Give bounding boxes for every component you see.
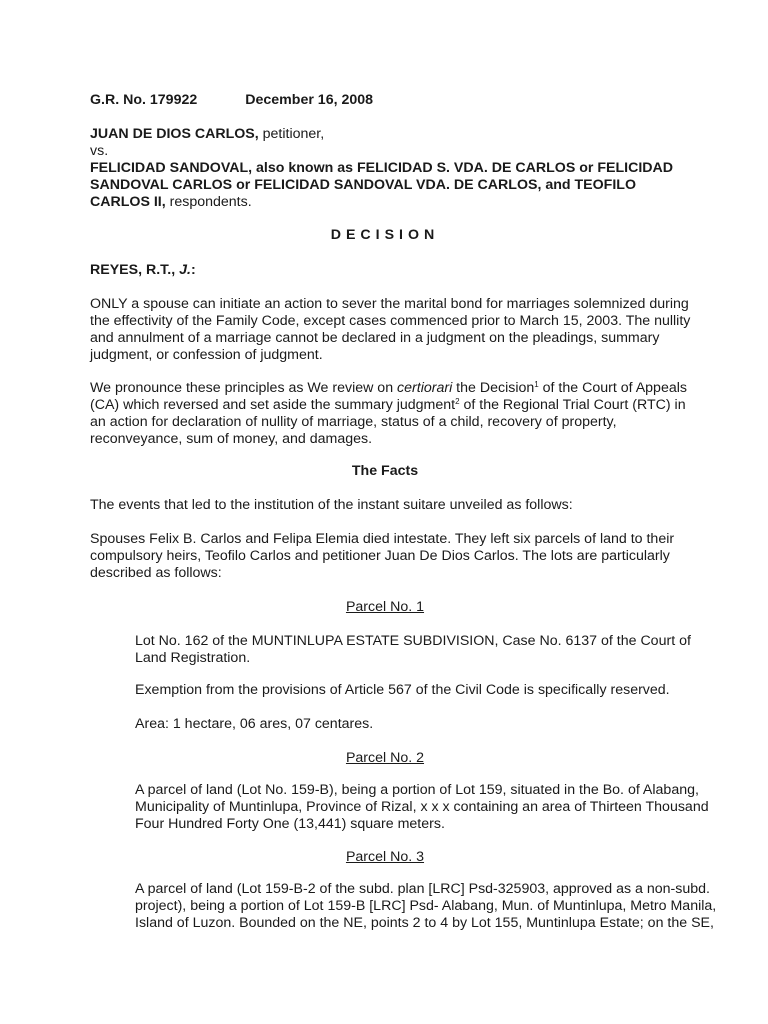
text-run: the Decision [452, 380, 535, 396]
petitioner-name: JUAN DE DIOS CARLOS, [90, 126, 259, 142]
decision-date: December 16, 2008 [245, 92, 374, 108]
paragraph-line: Lot No. 162 of the MUNTINLUPA ESTATE SUBDIVISION, Case No. 6137 of the Court of [135, 633, 691, 649]
paragraph-line: Land Registration. [135, 650, 251, 666]
footnote-ref-2[interactable]: 2 [455, 397, 460, 406]
parties [90, 126, 680, 211]
respondents-line-2: SANDOVAL CARLOS or FELICIDAD SANDOVAL VDA. DE CARLOS, and TEOFILO [90, 177, 636, 193]
ponente-colon: : [190, 262, 196, 278]
paragraph-3: The events that led to the institution of the instant suitare unveiled as follows: [90, 497, 573, 513]
ponente-name: REYES, R.T., [90, 262, 180, 278]
parcel-1-heading: Parcel No. 1 [345, 599, 425, 615]
paragraph-line: described as follows: [90, 565, 222, 581]
text-run: (CA) which reversed and set aside the summary judgment [90, 397, 456, 413]
paragraph-line: judgment, or confession of judgment. [90, 347, 323, 363]
paragraph-line: Municipality of Muntinlupa, Province of Rizal, x x x containing an area of Thirteen Thousand [135, 799, 709, 815]
paragraph-line: and annulment of a marriage cannot be declared in a judgment on the pleadings, summary [90, 330, 660, 346]
parcel-1-area: Area: 1 hectare, 06 ares, 07 centares. [135, 716, 374, 732]
paragraph-2 [90, 380, 687, 448]
versus: vs. [90, 143, 109, 159]
paragraph-1 [90, 296, 691, 364]
footnote-ref-1[interactable]: 1 [534, 380, 539, 389]
gr-number: G.R. No. 179922 [90, 92, 198, 108]
paragraph-line: project), being a portion of Lot 159-B [LRC] Psd- Alabang, Mun. of Muntinlupa, Metro Manila, [135, 898, 717, 914]
petitioner-role: petitioner, [258, 126, 325, 142]
parcel-2-heading: Parcel No. 2 [345, 750, 425, 766]
paragraph-line: the effectivity of the Family Code, except cases commenced prior to March 15, 2003. The nullity [90, 313, 691, 329]
paragraph-line: an action for declaration of nullity of marriage, status of a child, recovery of property, [90, 414, 617, 430]
parcel-1-description [135, 633, 691, 667]
respondents-line-3: CARLOS II, [90, 194, 166, 210]
text-run: of the Court of Appeals [538, 380, 687, 396]
decision-heading: DECISION [330, 227, 440, 243]
paragraph-line: Spouses Felix B. Carlos and Felipa Elemia died intestate. They left six parcels of land to their [90, 531, 675, 547]
paragraph-line: ONLY a spouse can initiate an action to sever the marital bond for marriages solemnized during [90, 296, 689, 312]
paragraph-line: Island of Luzon. Bounded on the NE, points 2 to 4 by Lot 155, Muntinlupa Estate; on the SE, [135, 915, 714, 931]
case-header [90, 92, 680, 109]
paragraph-line: A parcel of land (Lot 159-B-2 of the subd. plan [LRC] Psd-325903, approved as a non-subd. [135, 881, 710, 897]
paragraph-line: A parcel of land (Lot No. 159-B), being a portion of Lot 159, situated in the Bo. of Alabang, [135, 782, 699, 798]
parcel-2-description [135, 782, 709, 833]
paragraph-line: Four Hundred Forty One (13,441) square meters. [135, 816, 445, 832]
facts-heading: The Facts [351, 463, 419, 479]
parcel-1-exemption: Exemption from the provisions of Article 567 of the Civil Code is specifically reserved. [135, 682, 670, 698]
text-run: of the Regional Trial Court (RTC) in [459, 397, 686, 413]
paragraph-4 [90, 531, 680, 582]
respondents-role: respondents. [165, 194, 252, 210]
paragraph-line: reconveyance, sum of money, and damages. [90, 431, 373, 447]
parcel-3-heading: Parcel No. 3 [345, 849, 425, 865]
paragraph-line: compulsory heirs, Teofilo Carlos and petitioner Juan De Dios Carlos. The lots are particularly [90, 548, 670, 564]
parcel-3-description [135, 881, 717, 932]
respondents-line-1: FELICIDAD SANDOVAL, also known as FELICIDAD S. VDA. DE CARLOS or FELICIDAD [90, 160, 674, 176]
ponente [90, 262, 680, 279]
certiorari-term: certiorari [397, 380, 453, 396]
ponente-justice: J. [179, 262, 191, 278]
text-run: We pronounce these principles as We review on [90, 380, 398, 396]
